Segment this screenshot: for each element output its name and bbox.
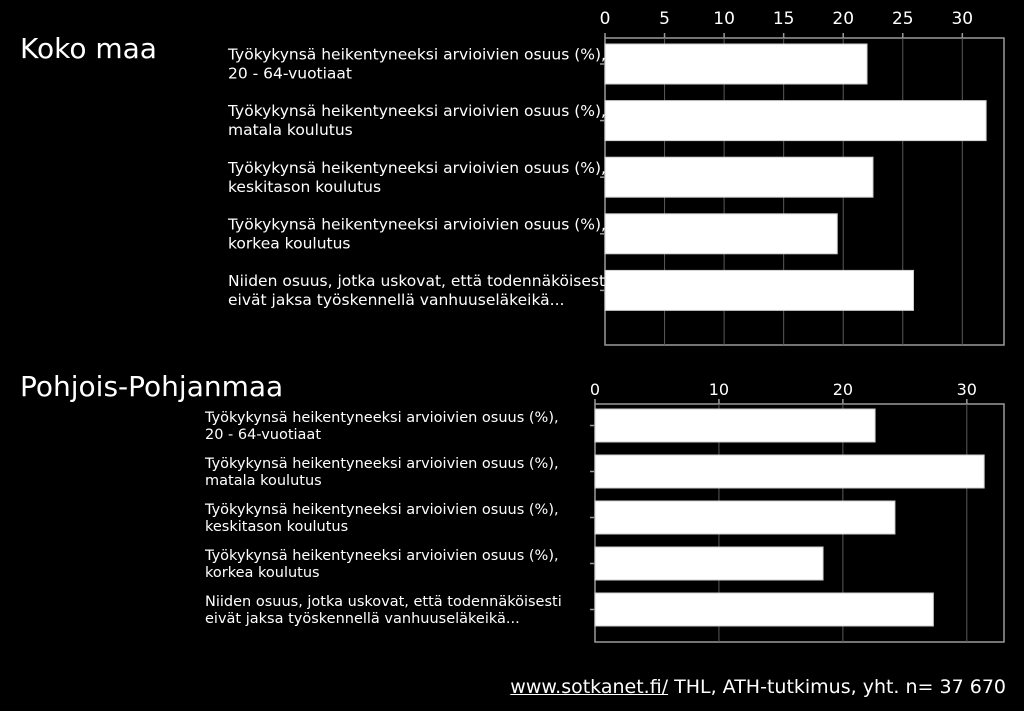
x-tick-label: 10 [708, 380, 730, 399]
panel-title-pohjois-pohjanmaa: Pohjois-Pohjanmaa [20, 370, 284, 403]
bar [605, 157, 873, 197]
category-label: Työkykynsä heikentyneeksi arvioivien osuus (%), [228, 158, 606, 177]
source-footer [510, 676, 1006, 698]
category-label: Työkykynsä heikentyneeksi arvioivien osuus (%), [228, 45, 606, 64]
panel-title-koko-maa: Koko maa [20, 32, 157, 65]
category-label: eivät jaksa työskennellä vanhuuseläkeikä... [205, 610, 520, 627]
category-label: Työkykynsä heikentyneeksi arvioivien osuus (%), [205, 501, 559, 518]
bar [605, 270, 913, 310]
category-label: Työkykynsä heikentyneeksi arvioivien osuus (%), [205, 547, 559, 564]
category-label: Työkykynsä heikentyneeksi arvioivien osuus (%), [228, 102, 606, 121]
source-text: THL, ATH-tutkimus, yht. n= 37 670 [668, 676, 1006, 698]
x-tick-label: 0 [589, 380, 601, 399]
bar [605, 44, 867, 84]
x-tick-label: 10 [713, 9, 735, 29]
category-label: Työkykynsä heikentyneeksi arvioivien osuus (%), [228, 215, 606, 234]
category-label: keskitason koulutus [228, 177, 382, 196]
bar [595, 593, 933, 626]
x-tick-label: 30 [951, 9, 974, 29]
x-tick-label: 0 [599, 9, 611, 29]
x-tick-label: 5 [659, 9, 670, 29]
chart-koko-maa [227, 9, 1004, 345]
bar [605, 101, 986, 141]
sotkanet-link[interactable]: www.sotkanet.fi/ [510, 676, 669, 698]
category-label: matala koulutus [205, 472, 322, 489]
x-tick-label: 20 [832, 380, 854, 399]
bar [595, 501, 895, 534]
category-label: Niiden osuus, jotka uskovat, että todennäköisesti [228, 272, 610, 291]
bar [595, 455, 984, 488]
x-tick-label: 25 [891, 9, 914, 29]
bar [595, 547, 823, 580]
category-label: korkea koulutus [228, 234, 351, 253]
bar [595, 409, 875, 442]
x-tick-label: 30 [956, 380, 977, 399]
category-label: Niiden osuus, jotka uskovat, että todennäköisesti [205, 593, 562, 610]
category-label: 20 - 64-vuotiaat [228, 64, 353, 83]
x-tick-label: 15 [772, 9, 795, 29]
category-label: Työkykynsä heikentyneeksi arvioivien osuus (%), [205, 455, 559, 472]
category-label: Työkykynsä heikentyneeksi arvioivien osuus (%), [205, 409, 559, 426]
x-tick-label: 20 [832, 9, 855, 29]
category-label: matala koulutus [228, 121, 353, 140]
category-label: eivät jaksa työskennellä vanhuuseläkeikä... [228, 291, 565, 310]
category-label: korkea koulutus [205, 564, 320, 581]
bar [605, 214, 837, 254]
chart-pohjois-pohjanmaa [204, 380, 1004, 642]
category-label: keskitason koulutus [205, 518, 349, 535]
category-label: 20 - 64-vuotiaat [205, 426, 322, 443]
